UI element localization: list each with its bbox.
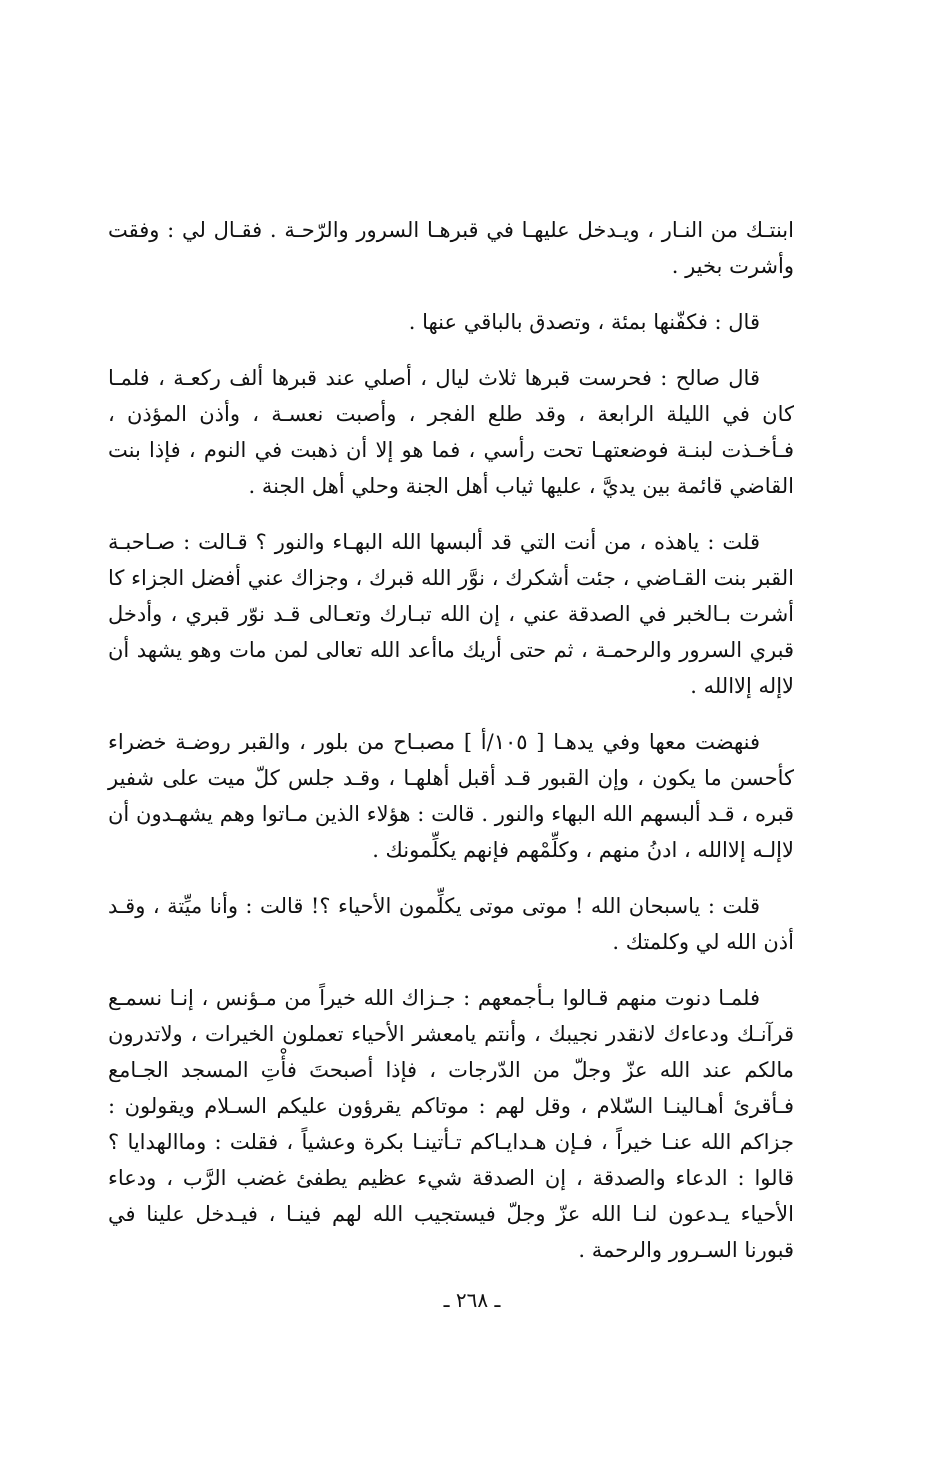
paragraph: قلت : ياهذه ، من أنت التي قد ألبسها الله البهـاء والنور ؟ قـالت : صـاحبـة القبر بنت القـاضي ، جئت أشكرك ، نوَّر الله قبرك ، وجزاك عني أفضل الجزاء كا أشرت بـالخبر في الصدقة عني ، إن الله تبـارك وتعـالى قـد نوّر قبري ، وأدخل قبري السرور والرحمـة ، ثم حتى أريك ماأعد الله تعالى لمن مات وهو يشهد أن لاإله إلاالله . [108, 530, 794, 698]
paragraph: فلمـا دنوت منهم قـالوا بـأجمعهم : جـزاك الله خيراً من مـؤنس ، إنـا نسمـع قرآنـك ودعاءك لانقدر نجيبك ، وأنتم يامعشر الأحياء تعملون الخيرات ، ولاتدرون مالكم عند الله عزّ وجلّ من الدّرجات ، فإذا أصبحتَ فأْتِ المسجد الجـامع فـأقرئ أهـالينـا السّلام ، وقل لهم : موتاكم يقرؤون عليكم السـلام ويقولون : جزاكم الله عنـا خيراً ، فـإن هـدايـاكم تـأتينـا بكرة وعشياً ، فقلت : وماالهدايا ؟ قالوا : الدعاء والصدقة ، إن الصدقة شيء عظيم يطفئ غضب الرَّب ، ودعاء الأحياء يـدعون لنـا الله عزّ وجلّ فيستجيب الله لهم فينـا ، فيـدخل علينا في قبورنا السـرور والرحمة . [108, 986, 794, 1262]
paragraph: قلت : ياسبحان الله ! موتى موتى يكلِّمون الأحياء ؟! قالت : وأنا ميِّتة ، وقـد أذن الله لي وكلمتك . [108, 894, 794, 954]
body-text [108, 212, 794, 1288]
paragraph-continuation: ابنتـك من النـار ، ويـدخل عليهـا في قبرهـا السرور والرّحـة . فقـال لي : وفقت وأشرت بخير . [108, 218, 794, 278]
page-number: ـ ٢٦٨ ـ [443, 1288, 501, 1312]
paragraph: فنهضت معها وفي يدهـا [ ١٠٥/أ ] مصبـاح من بلور ، والقبر روضـة خضراء كأحسن ما يكون ، وإن القبور قـد أقبل أهلهـا ، وقـد جلس كلّ ميت على شفير قبره ، قـد ألبسهم الله البهاء والنور . قالت : هؤلاء الذين مـاتوا وهم يشهـدون أن لاإلـه إلاالله ، ادنُ منهم ، وكلِّمْهم فإنهم يكلِّمونك . [108, 730, 794, 862]
paragraph: قال صالح : فحرست قبرها ثلاث ليال ، أصلي عند قبرها ألف ركعـة ، فلمـا كان في الليلة الرابعة ، وقد طلع الفجر ، وأصبت نعسـة ، وأذن المؤذن ، فـأخـذت لبنـة فوضعتهـا تحت رأسي ، فما هو إلا أن ذهبت في النوم ، فإذا بنت القاضي قائمة بين يديَّ ، عليها ثياب أهل الجنة وحلي أهل الجنة . [108, 366, 794, 498]
paragraph: قال : فكفّنها بمئة ، وتصدق بالباقي عنها . [408, 310, 760, 334]
